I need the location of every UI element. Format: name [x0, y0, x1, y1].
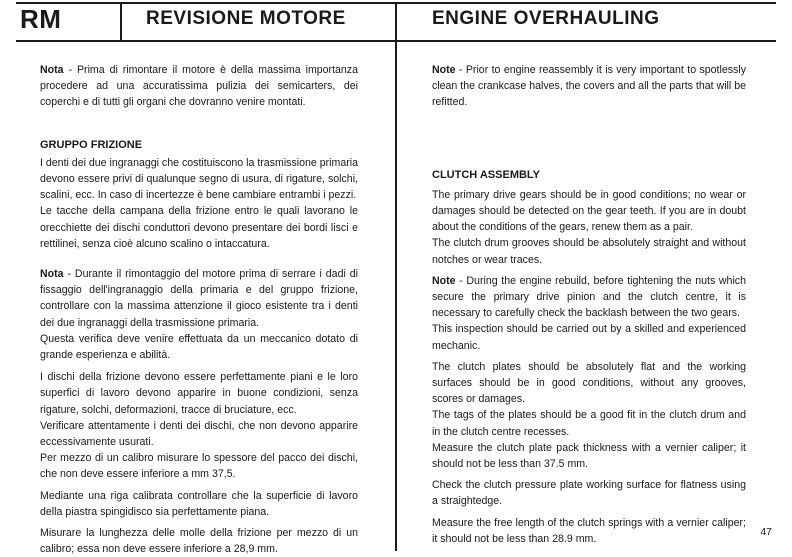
- italian-column: [40, 62, 358, 557]
- paragraph: The tags of the plates should be a good fit in the clutch drum and in the clutch centre recesses.: [432, 409, 746, 438]
- logo-text: RM: [20, 4, 62, 34]
- paragraph: The clutch plates should be absolutely flat and the working surfaces should be in good conditions, without any grooves, scores or damages.: [432, 360, 746, 406]
- note-label: Note: [432, 64, 456, 76]
- section-heading: GRUPPO FRIZIONE: [40, 138, 143, 151]
- paragraph: Check the clutch pressure plate working surface for flatness using a straightedge.: [432, 479, 746, 508]
- header-divider-logo: [120, 2, 122, 42]
- page-title-english: ENGINE OVERHAULING: [432, 8, 660, 29]
- paragraph: Le tacche della campana della frizione entro le quali lavorano le orecchiette dei dischi conduttori devono presentare dei bordi lisci e rettilinei, senza cioè alcuno scalino o intaccatura.: [40, 205, 358, 250]
- section-heading: CLUTCH ASSEMBLY: [432, 168, 540, 181]
- paragraph: The clutch drum grooves should be absolutely straight and without notches or wear traces.: [432, 237, 746, 266]
- paragraph: I denti dei due ingranaggi che costituiscono la trasmissione primaria devono essere privi di qualunque segno di usura, di rigature, solchi, scalini, ecc. In caso di incertezze è bene cambiare entrambi i pezzi.: [40, 156, 358, 202]
- paragraph: I dischi della frizione devono essere perfettamente piani e le loro superfici di lavoro devono apparire in buone condizioni, senza rigature, solchi, deformazioni, tracce di bruciature, ecc.: [40, 371, 358, 416]
- column-divider: [395, 2, 397, 551]
- paragraph: Measure the clutch plate pack thickness with a vernier caliper; it should not be less than 37.5 mm.: [432, 441, 746, 471]
- note-paragraph: [40, 266, 358, 331]
- note-label: Note: [432, 274, 456, 287]
- note-label: Nota: [40, 64, 64, 76]
- note-text: - Durante il rimontaggio del motore prima di serrare i dadi di fissaggio dell'ingranaggio della primaria e del gruppo frizione, controllare con la massima attenzione il gioco esistente tra i denti dei due ingranaggi della trasmissione primaria.: [40, 268, 358, 329]
- page-number: 47: [760, 526, 772, 538]
- note-text: - During the engine rebuild, before tightening the nuts which secure the primary drive pinion and the clutch centre, it is necessary to carefully check the backlash between the two gears.: [432, 274, 746, 320]
- note-label: Nota: [40, 268, 64, 281]
- paragraph: Misurare la lunghezza delle molle della frizione per mezzo di un calibro; essa non deve essere inferiore a 28,9 mm.: [40, 527, 358, 556]
- page-title-italian: REVISIONE MOTORE: [146, 8, 346, 29]
- paragraph: Verificare attentamente i denti dei dischi, che non devono apparire eccessivamente usurati.: [40, 419, 358, 449]
- paragraph: Measure the free length of the clutch springs with a vernier caliper; it should not be less than 28.9 mm.: [432, 516, 746, 545]
- note-text: - Prior to engine reassembly it is very important to spotlessly clean the crankcase halves, the covers and all the parts that will be refitted.: [432, 64, 746, 109]
- note-paragraph: [432, 62, 746, 111]
- paragraph: Mediante una riga calibrata controllare che la superficie di lavoro della piastra spingidisco sia perfettamente piana.: [40, 489, 358, 518]
- note-paragraph: [432, 273, 746, 322]
- note-paragraph: [40, 62, 358, 111]
- paragraph: The primary drive gears should be in good conditions; no wear or damages should be detected on the gear teeth. If you are in doubt about the conditions of the gears, renew them as a pair.: [432, 188, 746, 234]
- note-text: - Prima di rimontare il motore è della massima importanza procedere ad una accuratissima pulizia dei semicarters, dei coperchi e di tutti gli organi che dovranno venire montati.: [40, 64, 358, 109]
- paragraph: Questa verifica deve venire effettuata da un meccanico dotato di grande esperienza e abilità.: [40, 332, 358, 362]
- paragraph: This inspection should be carried out by a skilled and experienced mechanic.: [432, 323, 746, 352]
- paragraph: Per mezzo di un calibro misurare lo spessore del pacco dei dischi, che non deve essere inferiore a mm 37,5.: [40, 452, 358, 481]
- english-column: [432, 62, 746, 547]
